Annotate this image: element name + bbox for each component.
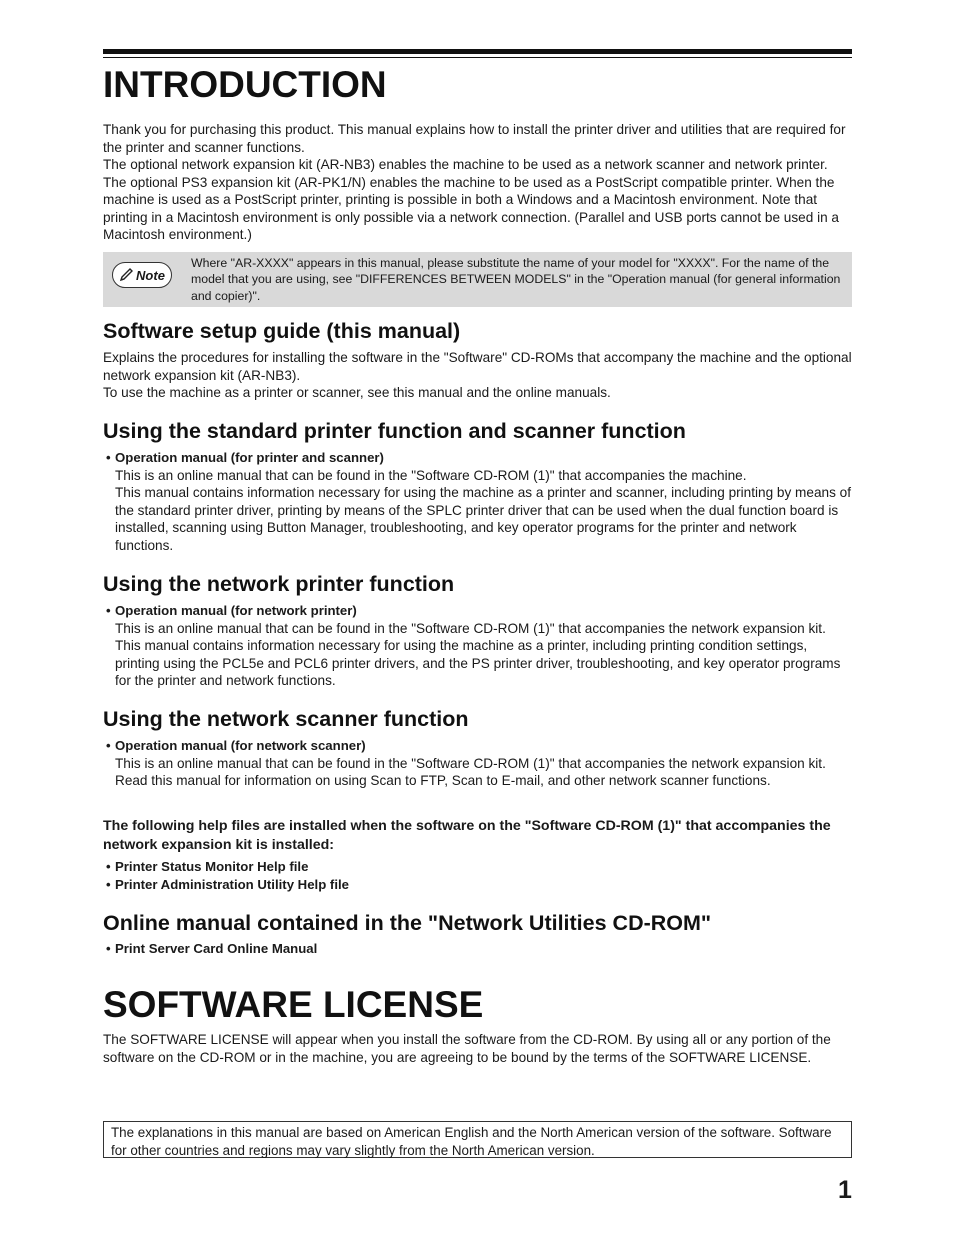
netprinter-line-1: This is an online manual that can be found in the "Software CD-ROM (1)" that accompanies the network expansion kit.	[115, 620, 826, 636]
note-text: Where "AR-XXXX" appears in this manual, please substitute the name of your model for "XXXX". For the name of the model that you are using, see "DIFFERENCES BETWEEN MODELS" in the "Operation manual (for general information and copier)".	[191, 256, 841, 303]
netscanner-line-1: This is an online manual that can be found in the "Software CD-ROM (1)" that accompanies the network expansion kit.	[115, 755, 826, 771]
header-rule-thick	[103, 49, 852, 54]
footer-note-box: The explanations in this manual are based on American English and the North American version of the software. Software for other countries and regions may vary slightly from the North American version.	[103, 1121, 852, 1158]
standard-bullet: • Operation manual (for printer and scanner)	[103, 449, 852, 467]
software-license-title: SOFTWARE LICENSE	[103, 984, 484, 1025]
online-bullet: • Print Server Card Online Manual	[103, 940, 852, 958]
netprinter-section	[103, 571, 852, 690]
license-paragraph: The SOFTWARE LICENSE will appear when you install the software from the CD-ROM. By using all or any portion of the software on the CD-ROM or in the machine, you are agreeing to be bound by the terms of the SOFTWARE LICENSE.	[103, 1032, 831, 1065]
helpfile-item: • Printer Status Monitor Help file	[103, 858, 852, 876]
netprinter-line-2: This manual contains information necessary for using the machine as a printer, including printing condition settings, printing using the PCL5e and PCL6 printer drivers, and the PS printer driver, troubleshooting, and key operator programs for the printer and network functions.	[115, 638, 841, 688]
netprinter-bullet: • Operation manual (for network printer)	[103, 602, 852, 620]
intro-paragraph-2: The optional network expansion kit (AR-NB3) enables the machine to be used as a network scanner and network printer. The optional PS3 expansion kit (AR-PK1/N) enables the machine to be used as a PostScript compatible printer. When the machine is used as a PostScript printer, printing is possible in both a Windows and a Macintosh environment. Note that printing in a Macintosh environment is only possible via a network connection. (Parallel and USB ports cannot be used in a Macintosh environment.)	[103, 157, 839, 242]
standard-line-1: This is an online manual that can be found in the "Software CD-ROM (1)" that accompanies the machine.	[115, 467, 747, 483]
intro-text	[103, 121, 852, 244]
setup-paragraph-1: Explains the procedures for installing the software in the "Software" CD-ROMs that accompany the machine and the optional network expansion kit (AR-NB3).	[103, 350, 852, 383]
intro-paragraph-1: Thank you for purchasing this product. This manual explains how to install the printer driver and utilities that are required for the printer and scanner functions.	[103, 122, 846, 155]
standard-heading: Using the standard printer function and scanner function	[103, 419, 686, 443]
setup-heading: Software setup guide (this manual)	[103, 319, 461, 343]
license-text	[103, 1031, 852, 1066]
header-rule-thin	[103, 57, 852, 58]
online-heading: Online manual contained in the "Network Utilities CD-ROM"	[103, 911, 712, 935]
introduction-title: INTRODUCTION	[103, 64, 387, 105]
netscanner-heading: Using the network scanner function	[103, 707, 469, 731]
helpfiles-section	[103, 817, 852, 893]
pencil-icon	[119, 268, 135, 282]
setup-section	[103, 318, 852, 402]
helpfiles-heading: The following help files are installed when the software on the "Software CD-ROM (1)" that accompanies the network expansion kit is installed:	[103, 818, 831, 853]
note-badge-label: Note	[136, 267, 165, 283]
helpfile-item: • Printer Administration Utility Help file	[103, 876, 852, 894]
page-number: 1	[838, 1176, 852, 1204]
standard-section	[103, 418, 852, 554]
note-box	[103, 252, 852, 307]
netscanner-bullet: • Operation manual (for network scanner)	[103, 737, 852, 755]
netscanner-section	[103, 706, 852, 790]
netscanner-line-2: Read this manual for information on using Scan to FTP, Scan to E-mail, and other network scanner functions.	[115, 773, 771, 788]
standard-line-2: This manual contains information necessary for using the machine as a printer and scanner, including printing by means of the standard printer driver, printing by means of the SPLC printer driver that can be used when the dual function board is installed, scanning using Button Manager, troubleshooting, and key operator programs for the printer and network functions.	[115, 485, 851, 553]
online-section	[103, 910, 852, 958]
netprinter-heading: Using the network printer function	[103, 572, 455, 596]
note-badge	[112, 262, 172, 288]
setup-paragraph-2: To use the machine as a printer or scanner, see this manual and the online manuals.	[103, 385, 611, 400]
